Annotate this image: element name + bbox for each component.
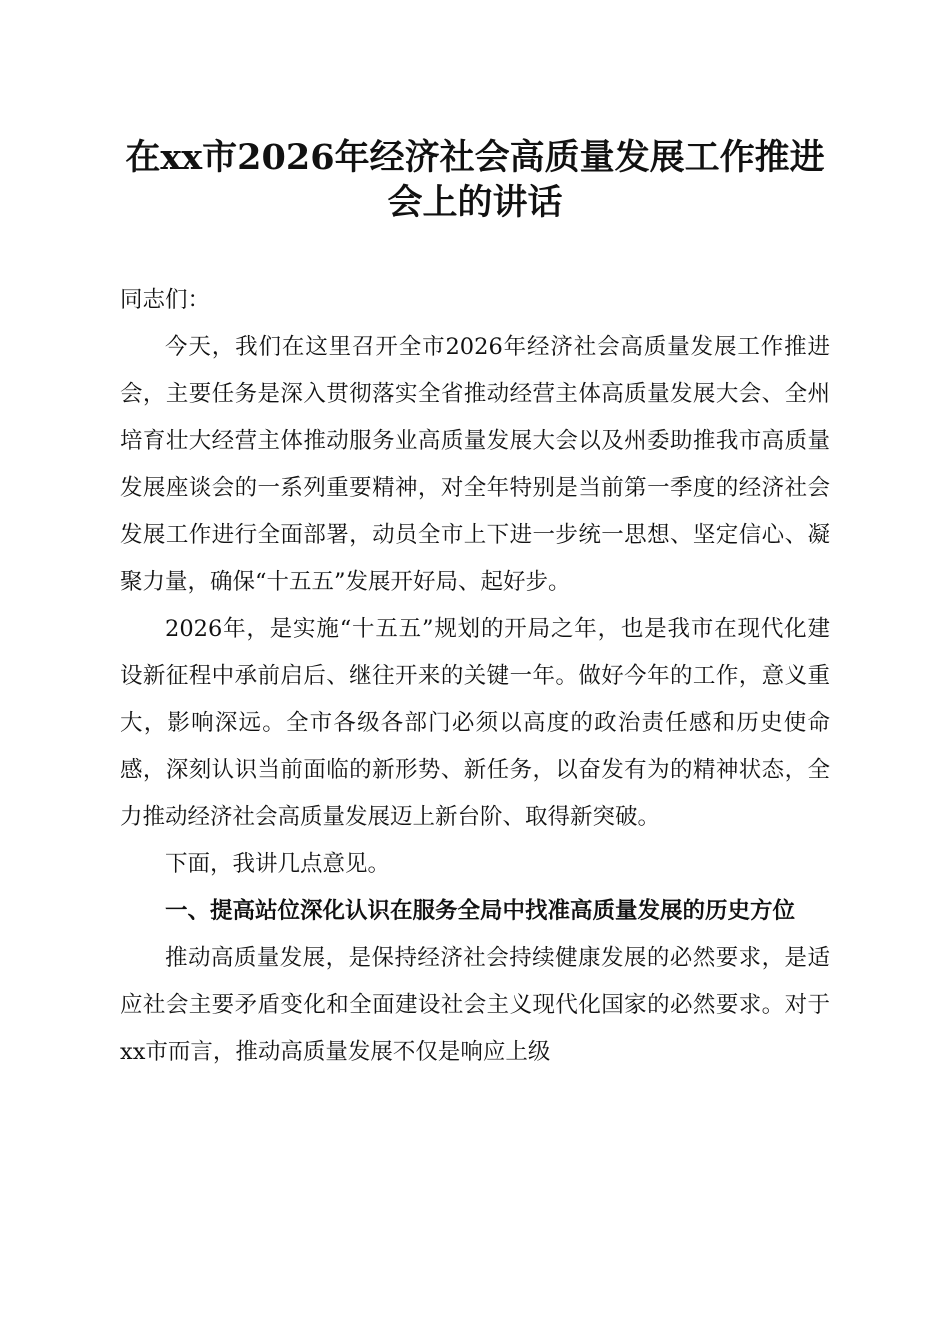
document-title xyxy=(120,135,830,225)
document-body xyxy=(120,277,830,1076)
title-line-2: 会上的讲话 xyxy=(387,182,563,223)
section-1-paragraph: 推动高质量发展，是保持经济社会持续健康发展的必然要求，是适应社会主要矛盾变化和全面建设社会主义现代化国家的必然要求。对于xx市而言，推动高质量发展不仅是响应上级 xyxy=(120,945,830,1065)
title-line-1: 在xx市2026年经济社会高质量发展工作推进 xyxy=(125,137,825,178)
salutation: 同志们： xyxy=(120,287,211,313)
section-1-heading: 一、提高站位深化认识在服务全局中找准高质量发展的历史方位 xyxy=(165,898,796,924)
paragraph-intro: 今天，我们在这里召开全市2026年经济社会高质量发展工作推进会，主要任务是深入贯彻落实全省推动经营主体高质量发展大会、全州培育壮大经营主体推动服务业高质量发展大会以及州委助推我市高质量发展座谈会的一系列重要精神，对全年特别是当前第一季度的经济社会发展工作进行全面部署，动员全市上下进一步统一思想、坚定信心、凝聚力量，确保“十五五”发展开好局、起好步。 xyxy=(120,334,830,595)
paragraph-context: 2026年，是实施“十五五”规划的开局之年，也是我市在现代化建设新征程中承前启后、继往开来的关键一年。做好今年的工作，意义重大，影响深远。全市各级各部门必须以高度的政治责任感和历史使命感，深刻认识当前面临的新形势、新任务，以奋发有为的精神状态，全力推动经济社会高质量发展迈上新台阶、取得新突破。 xyxy=(120,616,830,830)
paragraph-transition: 下面，我讲几点意见。 xyxy=(165,851,391,877)
